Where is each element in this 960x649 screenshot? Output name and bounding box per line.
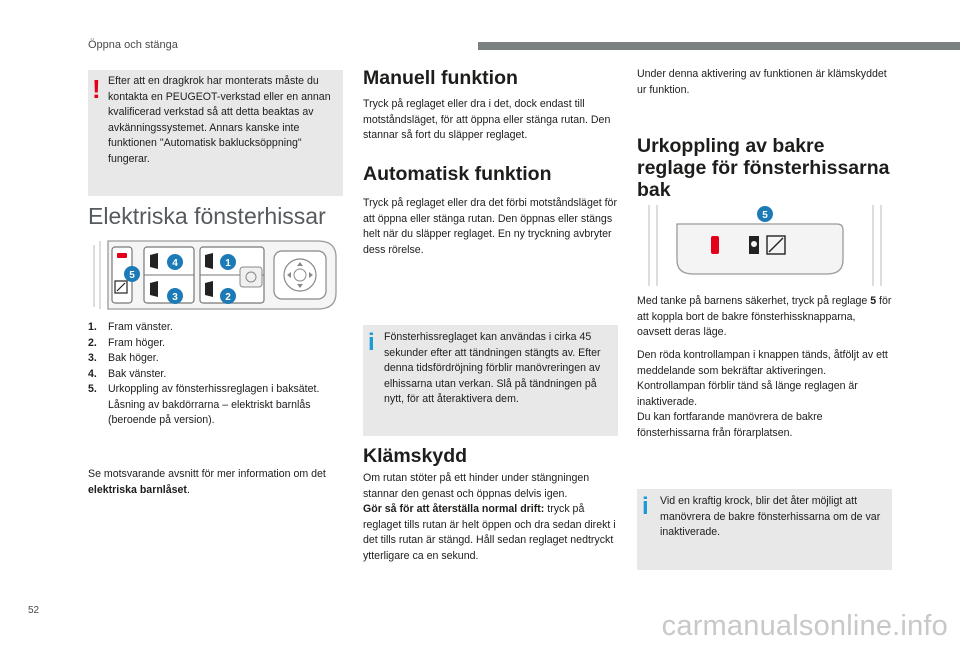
info-mark-icon: i — [642, 493, 649, 520]
svg-text:1: 1 — [225, 258, 231, 269]
see-also-text: Se motsvarande avsnitt för mer information om det elektriska barnlåset. — [88, 468, 326, 496]
page-number: 52 — [28, 605, 40, 616]
info-text-right: Vid en kraftig krock, blir det åter möjligt att manövrera de bakre fönsterhissarna om de var inaktiverade. — [660, 495, 881, 538]
callout-1 — [220, 254, 236, 270]
callout-2 — [220, 288, 236, 304]
callout-5 — [124, 266, 140, 282]
svg-text:5: 5 — [762, 210, 768, 221]
child-lock-link[interactable]: elektriska barnlåset — [88, 483, 187, 496]
callout-3 — [167, 288, 183, 304]
legend-item: 2. Fram höger. — [88, 336, 166, 349]
page-heading: Elektriska fönsterhissar — [88, 203, 326, 229]
window-switch-figure — [88, 237, 343, 312]
warning-mark-icon: ! — [92, 74, 101, 104]
section-title: Öppna och stänga — [88, 39, 178, 51]
disable-heading: Urkoppling av bakre reglage för fönsterhissarna bak — [637, 135, 890, 201]
callout-5 — [757, 206, 773, 222]
intro-text: Under denna aktivering av funktionen är klämskyddet ur funktion. — [637, 68, 887, 96]
manual-text: Tryck på reglaget eller dra i det, dock endast till motståndsläget, för att öppna eller stänga rutan. Den stannar så fort du släpper reglaget. — [363, 98, 611, 141]
svg-text:5: 5 — [129, 270, 135, 281]
auto-text: Tryck på reglaget eller dra det förbi motståndsläget för att öppna eller stänga rutan. Den öppnas eller stängs helt när du släpper reglaget. En ny tryckning avbryter dess rörelse. — [363, 197, 617, 256]
rear-disable-figure — [637, 200, 892, 288]
watermark: carmanualsonline.info — [661, 610, 948, 642]
info-mark-icon: i — [368, 329, 375, 356]
right-p1: Med tanke på barnens säkerhet, tryck på reglage 5 för att koppla bort de bakre fönsterhissknapparna, oavsett deras läge. — [637, 295, 892, 338]
warning-text: Efter att en dragkrok har monterats måste du kontakta en PEUGEOT-verkstad eller en annan kvalificerad verkstad så att detta beaktas av avkänningssystemet. Annars kanske inte funktionen "Automatisk baklucksöppning" fungerar. — [108, 75, 331, 165]
manual-heading: Manuell funktion — [363, 67, 518, 89]
pinch-heading: Klämskydd — [363, 445, 468, 467]
legend-item: 4. Bak vänster. — [88, 367, 167, 380]
info-box-middle — [363, 325, 618, 436]
auto-heading: Automatisk funktion — [363, 163, 552, 185]
warning-box — [88, 70, 343, 196]
info-text-middle: Fönsterhissreglaget kan användas i cirka 45 sekunder efter att tändningen stängts av. Efter denna tidsfördröjning förblir manövreringen av elhissarna utan verkan. Slå på tändningen på nytt, för att återaktivera dem. — [384, 331, 601, 405]
svg-text:4: 4 — [172, 258, 178, 269]
legend-item: 3. Bak höger. — [88, 352, 159, 364]
svg-text:3: 3 — [172, 292, 178, 303]
callout-4 — [167, 254, 183, 270]
legend-list — [88, 320, 343, 429]
info-box-right — [637, 489, 892, 570]
pinch-text: Om rutan stöter på ett hinder under stängningen stannar den genast och öppnas delvis igen. Gör så för att återställa normal drift: tryck på reglaget tills rutan är helt öppen och dra sedan direkt i det tills rutan är stängd. Håll sedan reglaget nedtryckt ytterligare ca en sekund. — [363, 472, 616, 562]
svg-text:2: 2 — [225, 292, 231, 303]
header-bar — [478, 42, 960, 50]
legend-item: 1. Fram vänster. — [88, 321, 173, 333]
legend-item: 5. Urkoppling av fönsterhissreglagen i baksätet. Låsning av bakdörrarna – elektriskt barnlås (beroende på version). — [88, 383, 320, 426]
right-p2: Den röda kontrollampan i knappen tänds, åtföljt av ett meddelande som bekräftar aktiveringen. Kontrollampan förblir tänd så länge reglagen är inaktiverade. Du kan fortfarande manövrera de bakre fönsterhissarna från förarplatsen. — [637, 349, 888, 439]
